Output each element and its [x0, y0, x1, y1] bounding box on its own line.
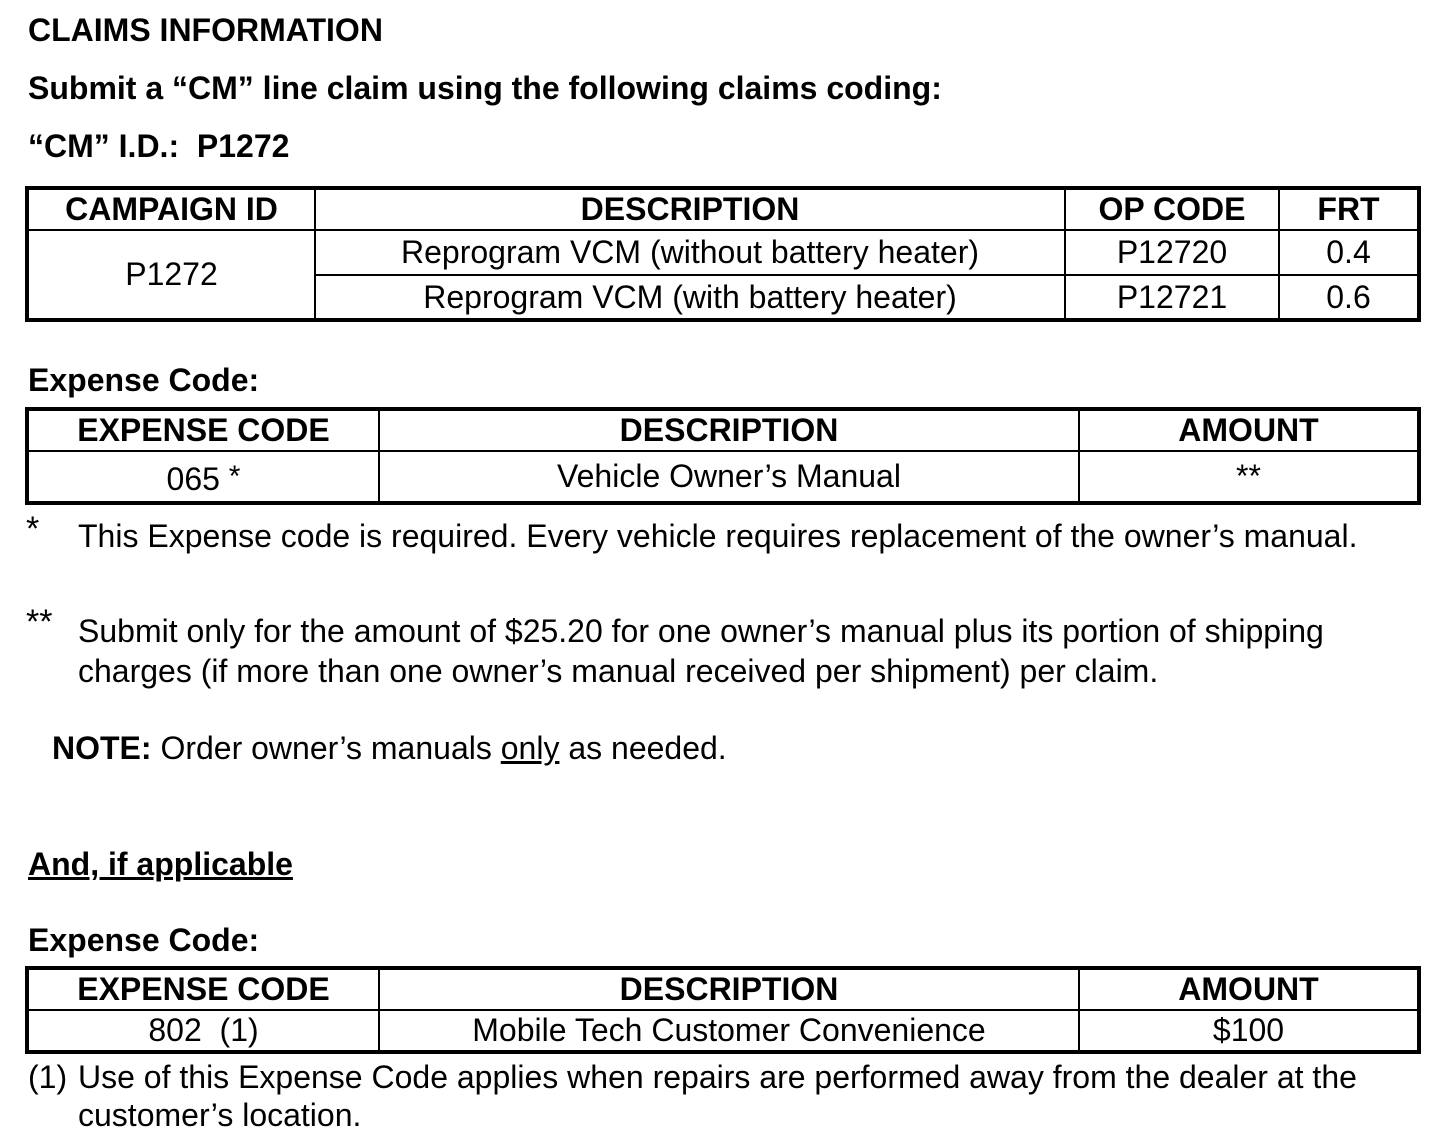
- footnote-text: Use of this Expense Code applies when repairs are performed away from the dealer at the customer’s location.: [78, 1059, 1357, 1133]
- expense-amount-cell: $100: [1079, 1010, 1419, 1052]
- expense-header-row: [27, 409, 1419, 451]
- description-cell: Reprogram VCM (with battery heater): [315, 275, 1065, 320]
- header-description: DESCRIPTION: [379, 409, 1079, 451]
- claim-instruction: Submit a “CM” line claim using the following claims coding:: [28, 70, 942, 106]
- note-line: [52, 730, 727, 767]
- description-cell: Reprogram VCM (without battery heater): [315, 230, 1065, 275]
- table-row: [27, 451, 1419, 503]
- note-emphasis: only: [500, 730, 560, 766]
- header-description: DESCRIPTION: [315, 188, 1065, 230]
- expense-code-cell: [27, 451, 379, 503]
- expense-table-2: [25, 966, 1421, 1054]
- header-frt: FRT: [1279, 188, 1419, 230]
- expense-code-cell: 802 (1): [27, 1010, 379, 1052]
- page-title: CLAIMS INFORMATION: [28, 12, 383, 48]
- frt-cell: 0.4: [1279, 230, 1419, 275]
- required-asterisk: *: [228, 460, 241, 493]
- expense-code-title-2: Expense Code:: [28, 922, 260, 958]
- campaign-table: [25, 186, 1421, 322]
- cm-id-line: [28, 128, 289, 165]
- footnote-mark: **: [26, 603, 53, 641]
- header-op-code: OP CODE: [1065, 188, 1279, 230]
- campaign-id-cell: P1272: [27, 230, 315, 320]
- header-campaign-id: CAMPAIGN ID: [27, 188, 315, 230]
- note-text-after: as needed.: [568, 730, 727, 766]
- op-code-cell: P12720: [1065, 230, 1279, 275]
- expense-header-row: [27, 968, 1419, 1010]
- note-label: NOTE:: [52, 730, 152, 766]
- footnote-text: Submit only for the amount of $25.20 for one owner’s manual plus its portion of shipping charges (if more than one owner’s manual received per shipment) per claim.: [78, 613, 1324, 689]
- header-description: DESCRIPTION: [379, 968, 1079, 1010]
- header-amount: AMOUNT: [1079, 409, 1419, 451]
- footnote-mark: *: [26, 510, 40, 548]
- note-text-before: Order owner’s manuals: [160, 730, 492, 766]
- applicable-heading: And, if applicable: [28, 846, 293, 882]
- table-row: [27, 230, 1419, 275]
- expense-code-title-1: Expense Code:: [28, 362, 260, 398]
- cm-id-label: “CM” I.D.:: [28, 128, 180, 164]
- footnote-mark: (1): [28, 1059, 68, 1095]
- campaign-header-row: [27, 188, 1419, 230]
- expense-description-cell: Mobile Tech Customer Convenience: [379, 1010, 1079, 1052]
- header-expense-code: EXPENSE CODE: [27, 968, 379, 1010]
- expense-amount-cell: **: [1079, 451, 1419, 503]
- cm-id-value: P1272: [196, 128, 290, 164]
- op-code-cell: P12721: [1065, 275, 1279, 320]
- header-expense-code: EXPENSE CODE: [27, 409, 379, 451]
- frt-cell: 0.6: [1279, 275, 1419, 320]
- header-amount: AMOUNT: [1079, 968, 1419, 1010]
- footnote-text: This Expense code is required. Every vehicle requires replacement of the owner’s manual.: [78, 518, 1358, 554]
- table-row: [27, 1010, 1419, 1052]
- expense-table-1: [25, 407, 1421, 505]
- expense-code-value: 065: [166, 461, 220, 497]
- expense-description-cell: Vehicle Owner’s Manual: [379, 451, 1079, 503]
